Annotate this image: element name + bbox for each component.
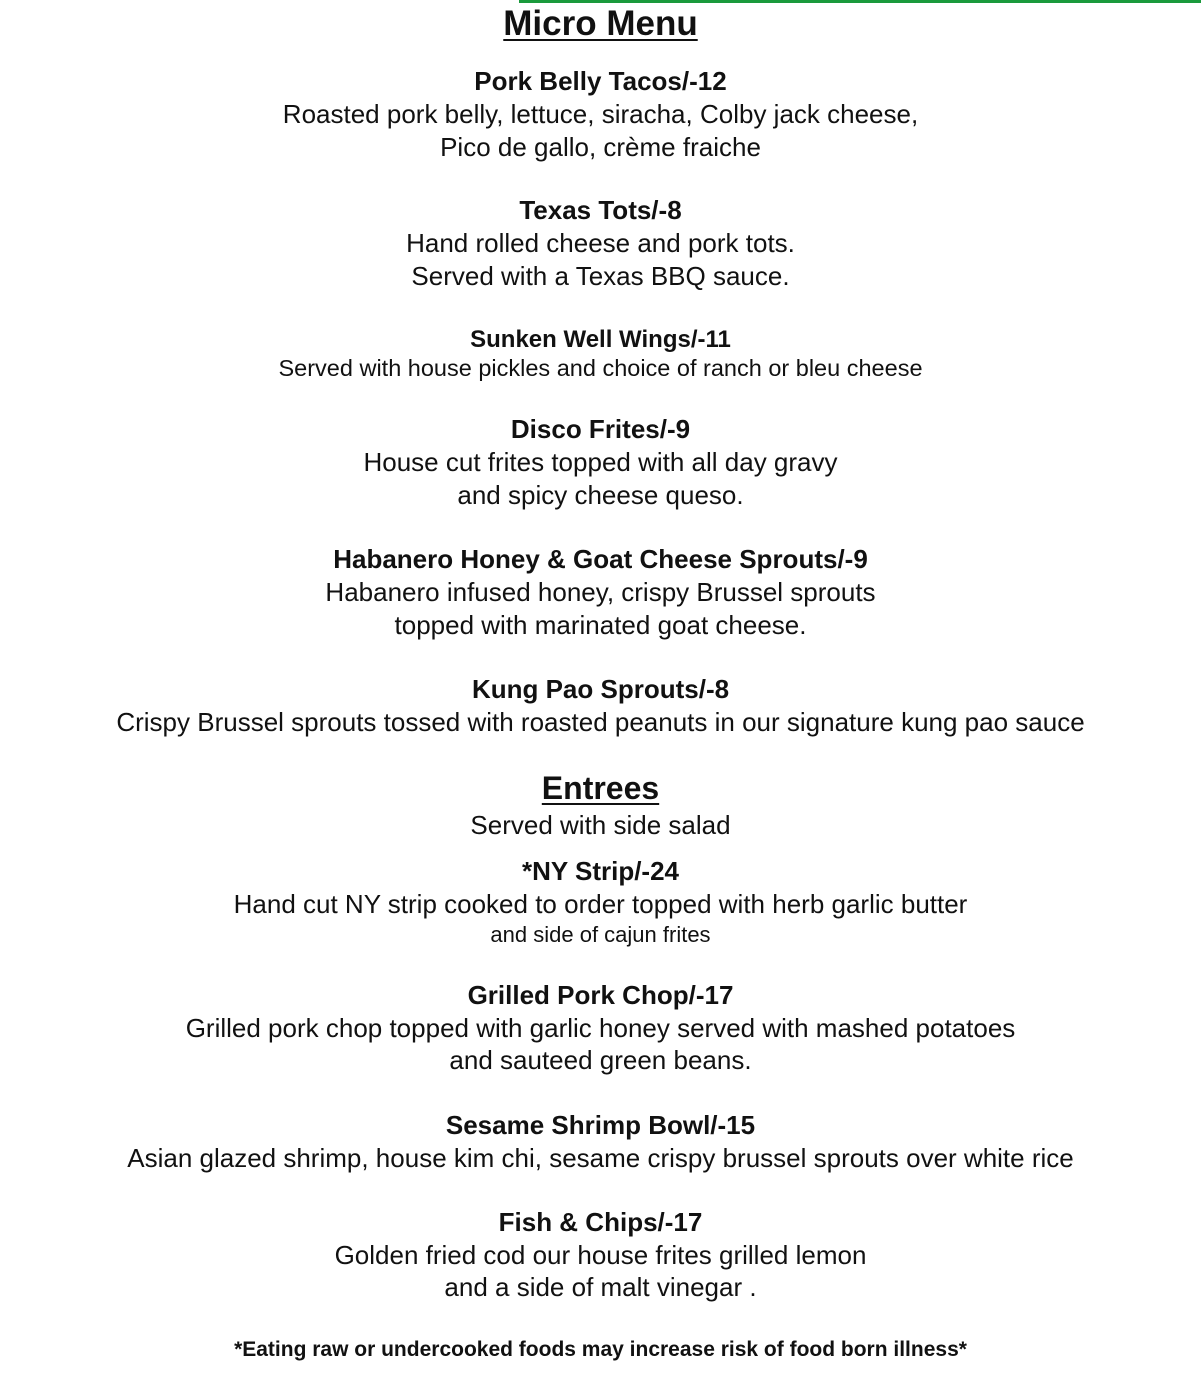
top-accent-line — [519, 0, 1201, 3]
item-desc-line: Crispy Brussel sprouts tossed with roasted peanuts in our signature kung pao sauce — [116, 707, 1085, 737]
menu-title: Micro Menu — [503, 4, 698, 43]
item-desc-line: Golden fried cod our house frites grilled lemon — [334, 1240, 867, 1270]
footer-note: *Eating raw or undercooked foods may increase risk of food born illness* — [234, 1338, 967, 1361]
item-desc-line: Served with a Texas BBQ sauce. — [411, 261, 790, 291]
item-name-pork-belly-tacos: Pork Belly Tacos/-12 — [474, 66, 727, 96]
item-name-sunken-well-wings: Sunken Well Wings/-11 — [470, 326, 731, 353]
item-desc-line: Roasted pork belly, lettuce, siracha, Colby jack cheese, — [282, 99, 919, 129]
item-desc-line: Grilled pork chop topped with garlic honey served with mashed potatoes — [185, 1013, 1016, 1043]
item-desc-line: Hand cut NY strip cooked to order topped with herb garlic butter — [233, 889, 968, 919]
item-desc-line: and sauteed green beans. — [449, 1045, 752, 1075]
item-name-kung-pao-sprouts: Kung Pao Sprouts/-8 — [471, 674, 730, 704]
item-desc-line: and spicy cheese queso. — [457, 480, 744, 510]
item-desc-line: Pico de gallo, crème fraiche — [440, 132, 761, 162]
item-name-fish-and-chips: Fish & Chips/-17 — [498, 1207, 703, 1237]
item-name-texas-tots: Texas Tots/-8 — [519, 195, 682, 225]
item-name-sesame-shrimp-bowl: Sesame Shrimp Bowl/-15 — [445, 1110, 756, 1140]
item-desc-line: Asian glazed shrimp, house kim chi, sesame crispy brussel sprouts over white rice — [127, 1143, 1074, 1173]
item-desc-line: House cut frites topped with all day gravy — [363, 447, 838, 477]
item-desc-line: Habanero infused honey, crispy Brussel sprouts — [325, 577, 876, 607]
item-desc-line: and side of cajun frites — [490, 922, 711, 947]
item-desc-line: Hand rolled cheese and pork tots. — [406, 228, 795, 258]
item-name-disco-frites: Disco Frites/-9 — [510, 414, 691, 444]
item-name-habanero-sprouts: Habanero Honey & Goat Cheese Sprouts/-9 — [333, 544, 868, 574]
item-name-grilled-pork-chop: Grilled Pork Chop/-17 — [467, 980, 734, 1010]
entrees-heading: Entrees — [541, 770, 660, 806]
item-desc-line: topped with marinated goat cheese. — [394, 610, 807, 640]
entrees-subtitle: Served with side salad — [470, 810, 731, 840]
item-name-ny-strip: *NY Strip/-24 — [521, 856, 679, 886]
item-desc-line: and a side of malt vinegar . — [444, 1272, 757, 1302]
item-desc-line: Served with house pickles and choice of ranch or bleu cheese — [278, 355, 923, 381]
